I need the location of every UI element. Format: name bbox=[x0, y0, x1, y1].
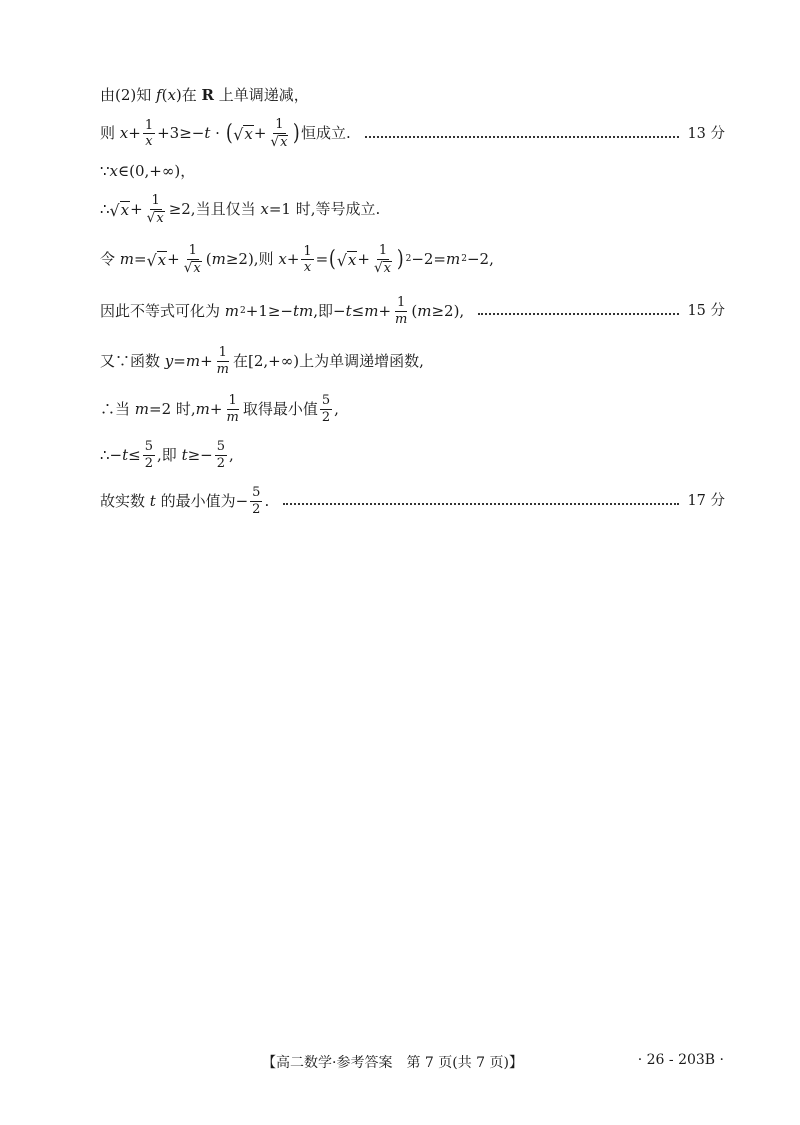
solution-text-1: 由(2)知 f ( x )在 R 上单调递减， bbox=[100, 86, 309, 104]
solution-text-3: ∵ x ∈(0,+∞)， bbox=[100, 162, 196, 180]
solution-text-5: 令 m = √ x + 1 √ x ( m ≥2),则 x + $\frac{1}{x}$ = ( √ x + 1 √ x ) 2 −2= m 2 −2, bbox=[100, 243, 494, 277]
solution-line-5 bbox=[100, 244, 725, 276]
solution-text-9: ∴− t ≤ $\frac{5}{2}$ ,即 t ≥− $\frac{5}{2}$ , bbox=[100, 439, 234, 471]
dot-leader bbox=[478, 313, 679, 315]
solution-line-8 bbox=[100, 394, 725, 424]
solution-line-1 bbox=[100, 88, 725, 103]
solution-text-8: ∴当 m =2 时, m + $\frac{1}{m}$ 取得最小值 $\frac{5}{2}$ , bbox=[100, 393, 339, 425]
score-15: 15 分 bbox=[687, 302, 725, 319]
solution-text-2: 则 x + $\frac{1}{x}$ +3≥− t · ( √ x + 1 √ x ) 恒成立. bbox=[100, 117, 351, 151]
footer-title: 【高二数学·参考答案 第 7 页(共 7 页)】 bbox=[262, 1055, 523, 1071]
solution-line-3 bbox=[100, 164, 725, 179]
dot-leader bbox=[365, 136, 680, 138]
solution-text-7: 又∵函数 y = m + $\frac{1}{m}$ 在[2,+∞)上为单调递增函数, bbox=[100, 345, 424, 377]
page-footer bbox=[0, 1052, 800, 1072]
dot-leader bbox=[283, 503, 679, 505]
solution-line-10 bbox=[100, 486, 725, 516]
solution-text-10: 故实数 t 的最小值为− $\frac{5}{2}$ . bbox=[100, 485, 270, 517]
score-17: 17 分 bbox=[687, 492, 725, 509]
solution-line-6 bbox=[100, 296, 725, 326]
solution-text-6: 因此不等式可化为 m 2 +1≥− tm ,即− t ≤ m + $\frac{1}{m}$ ( m ≥2), bbox=[100, 295, 465, 327]
solution-line-9 bbox=[100, 440, 725, 470]
footer-code: · 26 - 203B · bbox=[637, 1052, 724, 1068]
solution-text-4: ∴ √ x + 1 √ x ≥2,当且仅当 x =1 时,等号成立. bbox=[100, 193, 381, 227]
solution-line-7 bbox=[100, 346, 725, 376]
solution-line-4 bbox=[100, 194, 725, 226]
score-13: 13 分 bbox=[687, 125, 725, 142]
solution-line-2 bbox=[100, 118, 725, 150]
